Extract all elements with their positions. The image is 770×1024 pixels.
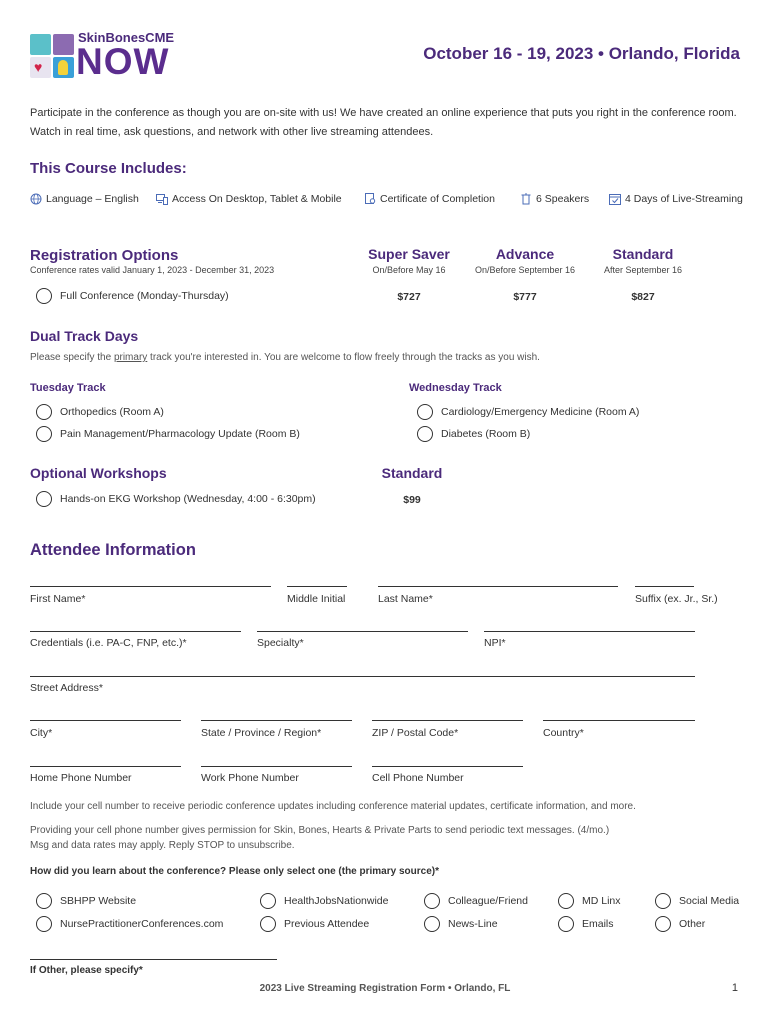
- cell-note: Include your cell number to receive periodic conference updates including conference material updates, certificate information, and more.: [30, 801, 636, 812]
- option-label: Colleague/Friend: [448, 895, 528, 907]
- zip-label: ZIP / Postal Code*: [372, 727, 459, 739]
- logo-wordmark: SkinBonesCME: [78, 30, 175, 45]
- note-text: Please specify the: [30, 352, 114, 363]
- first-name-line[interactable]: [30, 586, 271, 587]
- calendar-icon: [609, 193, 621, 205]
- option-label: News-Line: [448, 918, 498, 930]
- cell-phone-line[interactable]: [372, 766, 523, 767]
- street-label: Street Address*: [30, 682, 103, 694]
- source-option[interactable]: [36, 916, 223, 932]
- option-label: SBHPP Website: [60, 895, 137, 907]
- include-language: [30, 193, 139, 205]
- home-phone-line[interactable]: [30, 766, 181, 767]
- option-label: Other: [679, 918, 706, 930]
- registration-title: Registration Options: [30, 247, 179, 264]
- option-label: Emails: [582, 918, 614, 930]
- source-radio[interactable]: [424, 893, 440, 909]
- state-label: State / Province / Region*: [201, 727, 322, 739]
- wednesday-radio[interactable]: [417, 426, 433, 442]
- attendee-title: Attendee Information: [30, 541, 196, 559]
- full-conference-option[interactable]: [36, 288, 229, 304]
- specialty-label: Specialty*: [257, 637, 304, 649]
- source-radio[interactable]: [36, 893, 52, 909]
- source-option[interactable]: [424, 893, 528, 909]
- middle-initial-label: Middle Initial: [287, 593, 346, 605]
- source-option[interactable]: [36, 893, 136, 909]
- tuesday-option[interactable]: [36, 404, 164, 420]
- source-option[interactable]: [260, 893, 388, 909]
- source-option[interactable]: [424, 916, 498, 932]
- other-specify-label: If Other, please specify*: [30, 965, 143, 976]
- option-label: Diabetes (Room B): [441, 428, 531, 440]
- note-emphasis: primary: [113, 352, 148, 363]
- source-radio[interactable]: [558, 916, 574, 932]
- include-label: 4 Days of Live-Streaming: [625, 193, 743, 205]
- tier-name: Standard: [612, 246, 674, 262]
- state-line[interactable]: [201, 720, 352, 721]
- source-radio[interactable]: [260, 893, 276, 909]
- include-certificate: [364, 193, 495, 205]
- source-radio[interactable]: [260, 916, 276, 932]
- tier-date: On/Before May 16: [372, 265, 446, 275]
- source-option[interactable]: [558, 916, 614, 932]
- source-option[interactable]: [655, 916, 705, 932]
- tuesday-radio[interactable]: [36, 426, 52, 442]
- logo-mark: ♥: [30, 34, 74, 78]
- logo-now: NOW: [76, 41, 170, 82]
- option-label: NursePractitionerConferences.com: [60, 918, 224, 930]
- zip-line[interactable]: [372, 720, 523, 721]
- ekg-workshop-option[interactable]: [36, 491, 316, 507]
- cell-phone-label: Cell Phone Number: [372, 772, 464, 784]
- option-label: Hands-on EKG Workshop (Wednesday, 4:00 - 6:30pm): [60, 493, 316, 505]
- option-label: MD Linx: [582, 895, 621, 907]
- registration-subtitle: Conference rates valid January 1, 2023 - December 31, 2023: [30, 265, 275, 275]
- include-label: Access On Desktop, Tablet & Mobile: [172, 193, 342, 205]
- intro-text: Participate in the conference as though you are on-site with us! We have created an online experience that puts you right in the conference room. Watch in real time, ask questions, and network with other live streaming attendees.: [30, 107, 737, 138]
- dual-track-title: Dual Track Days: [30, 328, 139, 344]
- option-label: Pain Management/Pharmacology Update (Room B): [60, 428, 300, 440]
- option-label: Cardiology/Emergency Medicine (Room A): [441, 406, 640, 418]
- source-radio[interactable]: [36, 916, 52, 932]
- wednesday-option[interactable]: [417, 404, 639, 420]
- other-specify-line[interactable]: [30, 959, 277, 960]
- include-access: [156, 193, 342, 205]
- city-line[interactable]: [30, 720, 181, 721]
- permission-note: Providing your cell phone number gives permission for Skin, Bones, Hearts & Private Parts to send periodic text messages. (4/mo.): [30, 825, 610, 836]
- ekg-workshop-radio[interactable]: [36, 491, 52, 507]
- permission-note: Msg and data rates may apply. Reply STOP to unsubscribe.: [30, 840, 295, 851]
- suffix-label: Suffix (ex. Jr., Sr.): [635, 593, 718, 605]
- speaker-icon: [520, 193, 532, 205]
- source-option[interactable]: [558, 893, 621, 909]
- tier-price: $727: [397, 291, 421, 303]
- source-radio[interactable]: [655, 916, 671, 932]
- include-days: [609, 193, 743, 205]
- certificate-icon: [364, 193, 376, 205]
- option-label: Orthopedics (Room A): [60, 406, 164, 418]
- work-phone-label: Work Phone Number: [201, 772, 299, 784]
- tuesday-radio[interactable]: [36, 404, 52, 420]
- suffix-line[interactable]: [635, 586, 694, 587]
- tier-name: Super Saver: [368, 246, 450, 262]
- source-radio[interactable]: [424, 916, 440, 932]
- include-label: Language – English: [46, 193, 139, 205]
- source-question: How did you learn about the conference? Please only select one (the primary source)*: [30, 866, 439, 877]
- credentials-line[interactable]: [30, 631, 241, 632]
- npi-line[interactable]: [484, 631, 695, 632]
- tuesday-option[interactable]: [36, 426, 300, 442]
- wednesday-track-title: Wednesday Track: [409, 382, 502, 394]
- globe-icon: [30, 193, 42, 205]
- home-phone-label: Home Phone Number: [30, 772, 132, 784]
- workshops-title: Optional Workshops: [30, 465, 167, 481]
- includes-title: This Course Includes:: [30, 160, 187, 177]
- option-label: Previous Attendee: [284, 918, 370, 930]
- devices-icon: [156, 193, 168, 205]
- page-number: 1: [731, 982, 738, 994]
- logo: [30, 30, 190, 86]
- option-label: Full Conference (Monday-Thursday): [60, 290, 229, 302]
- event-title: October 16 - 19, 2023 • Orlando, Florida: [423, 44, 740, 63]
- dual-track-note: [30, 352, 540, 363]
- source-option[interactable]: [260, 916, 369, 932]
- street-line[interactable]: [30, 676, 695, 677]
- workshop-column-head: Standard: [381, 465, 443, 481]
- tier-name: Advance: [495, 246, 555, 262]
- credentials-label: Credentials (i.e. PA-C, FNP, etc.)*: [30, 637, 187, 649]
- source-option[interactable]: [655, 893, 739, 909]
- tier-price: $777: [513, 291, 537, 303]
- source-radio[interactable]: [655, 893, 671, 909]
- specialty-line[interactable]: [257, 631, 468, 632]
- middle-initial-line[interactable]: [287, 586, 347, 587]
- note-text: track you're interested in. You are welcome to flow freely through the tracks as you wish.: [147, 352, 540, 363]
- city-label: City*: [30, 727, 53, 739]
- wednesday-option[interactable]: [417, 426, 530, 442]
- option-label: HealthJobsNationwide: [284, 895, 389, 907]
- wednesday-radio[interactable]: [417, 404, 433, 420]
- option-label: Social Media: [679, 895, 740, 907]
- npi-label: NPI*: [484, 637, 506, 649]
- work-phone-line[interactable]: [201, 766, 352, 767]
- country-line[interactable]: [543, 720, 695, 721]
- workshop-price: $99: [403, 494, 421, 506]
- include-label: Certificate of Completion: [380, 193, 495, 205]
- first-name-label: First Name*: [30, 593, 86, 605]
- full-conference-radio[interactable]: [36, 288, 52, 304]
- include-label: 6 Speakers: [536, 193, 590, 205]
- footer-text: 2023 Live Streaming Registration Form • Orlando, FL: [259, 983, 511, 994]
- tuesday-track-title: Tuesday Track: [30, 382, 106, 394]
- source-radio[interactable]: [558, 893, 574, 909]
- country-label: Country*: [543, 727, 584, 739]
- tier-date: On/Before September 16: [474, 265, 576, 275]
- include-speakers: [520, 193, 589, 205]
- last-name-label: Last Name*: [378, 593, 433, 605]
- last-name-line[interactable]: [378, 586, 618, 587]
- tier-date: After September 16: [603, 265, 683, 275]
- tier-price: $827: [631, 291, 655, 303]
